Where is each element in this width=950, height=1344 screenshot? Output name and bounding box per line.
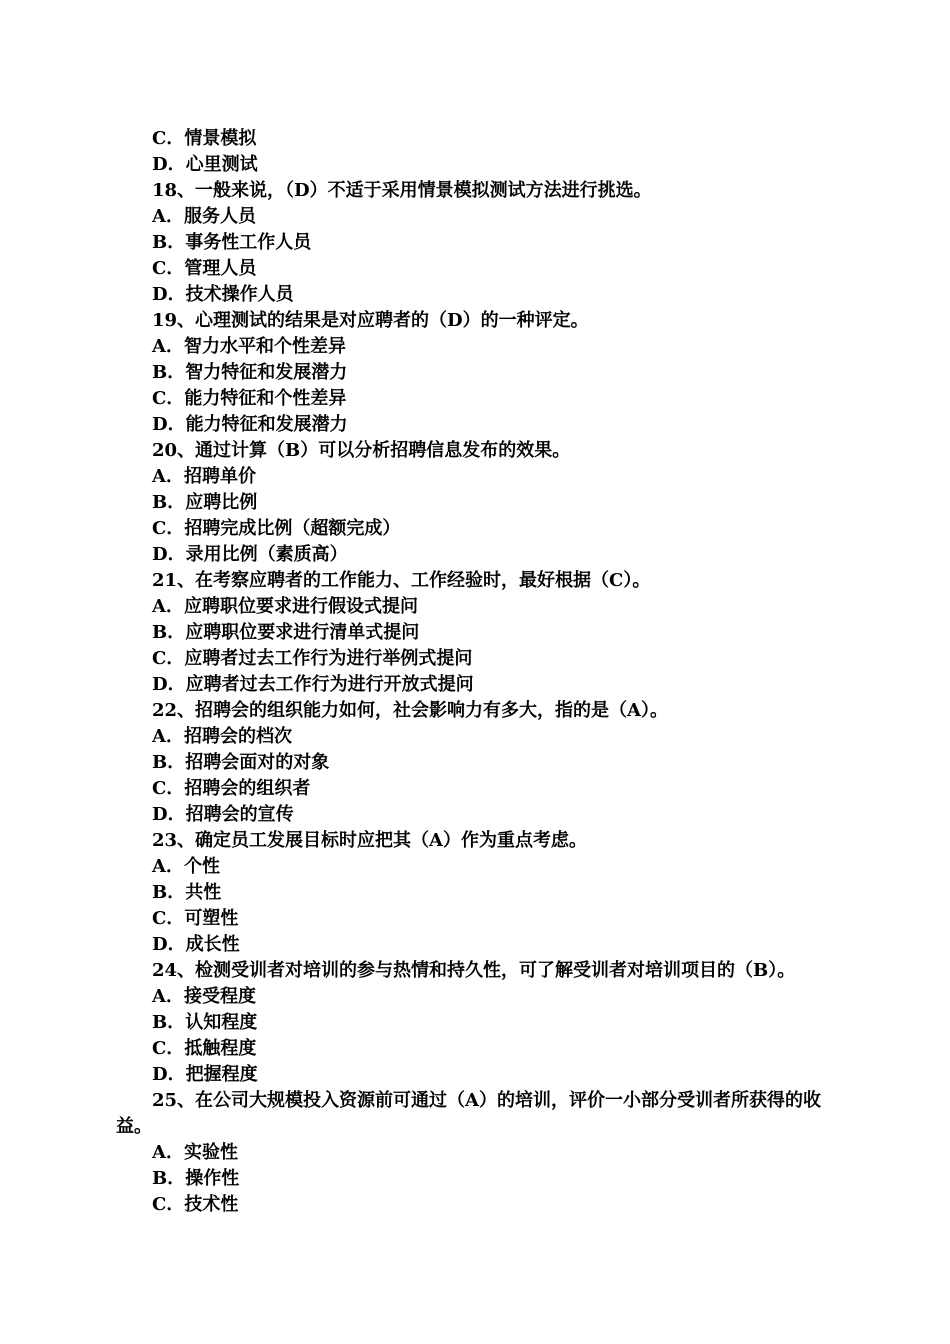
- option-line: D．心里测试: [152, 154, 258, 175]
- option-line: A．智力水平和个性差异: [152, 336, 346, 357]
- option-line: D．技术操作人员: [152, 284, 294, 305]
- option-line: B．智力特征和发展潜力: [152, 362, 348, 383]
- question-line: 24、检测受训者对培训的参与热情和持久性，可了解受训者对培训项目的（B）。: [152, 960, 796, 981]
- option-line: D．成长性: [152, 934, 240, 955]
- option-line: B．应聘职位要求进行清单式提问: [152, 622, 420, 643]
- option-line: B．招聘会面对的对象: [152, 752, 330, 773]
- question-line: 22、招聘会的组织能力如何，社会影响力有多大，指的是（A）。: [152, 700, 669, 721]
- option-line: C．管理人员: [152, 258, 257, 279]
- option-line: C．招聘完成比例（超额完成）: [152, 518, 401, 539]
- option-line: D．把握程度: [152, 1064, 258, 1085]
- question-line: 25、在公司大规模投入资源前可通过（A）的培训，评价一小部分受训者所获得的收益。: [116, 1090, 822, 1137]
- option-line: C．技术性: [152, 1194, 239, 1215]
- option-line: C．能力特征和个性差异: [152, 388, 347, 409]
- option-line: A．招聘会的档次: [152, 726, 292, 747]
- option-line: D．录用比例（素质高）: [152, 544, 348, 565]
- option-line: B．应聘比例: [152, 492, 258, 513]
- option-line: A．个性: [152, 856, 220, 877]
- option-line: C．应聘者过去工作行为进行举例式提问: [152, 648, 473, 669]
- option-line: D．能力特征和发展潜力: [152, 414, 348, 435]
- option-line: B．操作性: [152, 1168, 240, 1189]
- option-line: A．实验性: [152, 1142, 238, 1163]
- question-line: 20、通过计算（B）可以分析招聘信息发布的效果。: [152, 440, 571, 461]
- option-line: A．服务人员: [152, 206, 256, 227]
- question-list: [116, 126, 846, 1218]
- option-line: A．接受程度: [152, 986, 256, 1007]
- question-line: 18、一般来说，（D）不适于采用情景模拟测试方法进行挑选。: [152, 180, 652, 201]
- option-line: C．抵触程度: [152, 1038, 257, 1059]
- option-line: D．招聘会的宣传: [152, 804, 294, 825]
- option-line: C．可塑性: [152, 908, 239, 929]
- question-line: 21、在考察应聘者的工作能力、工作经验时，最好根据（C）。: [152, 570, 651, 591]
- question-line: 23、确定员工发展目标时应把其（A）作为重点考虑。: [152, 830, 588, 851]
- option-line: A．招聘单价: [152, 466, 256, 487]
- option-line: B．认知程度: [152, 1012, 258, 1033]
- option-line: B．共性: [152, 882, 222, 903]
- option-line: B．事务性工作人员: [152, 232, 312, 253]
- option-line: C．情景模拟: [152, 128, 257, 149]
- option-line: A．应聘职位要求进行假设式提问: [152, 596, 418, 617]
- question-line: 19、心理测试的结果是对应聘者的（D）的一种评定。: [152, 310, 589, 331]
- option-line: C．招聘会的组织者: [152, 778, 311, 799]
- option-line: D．应聘者过去工作行为进行开放式提问: [152, 674, 474, 695]
